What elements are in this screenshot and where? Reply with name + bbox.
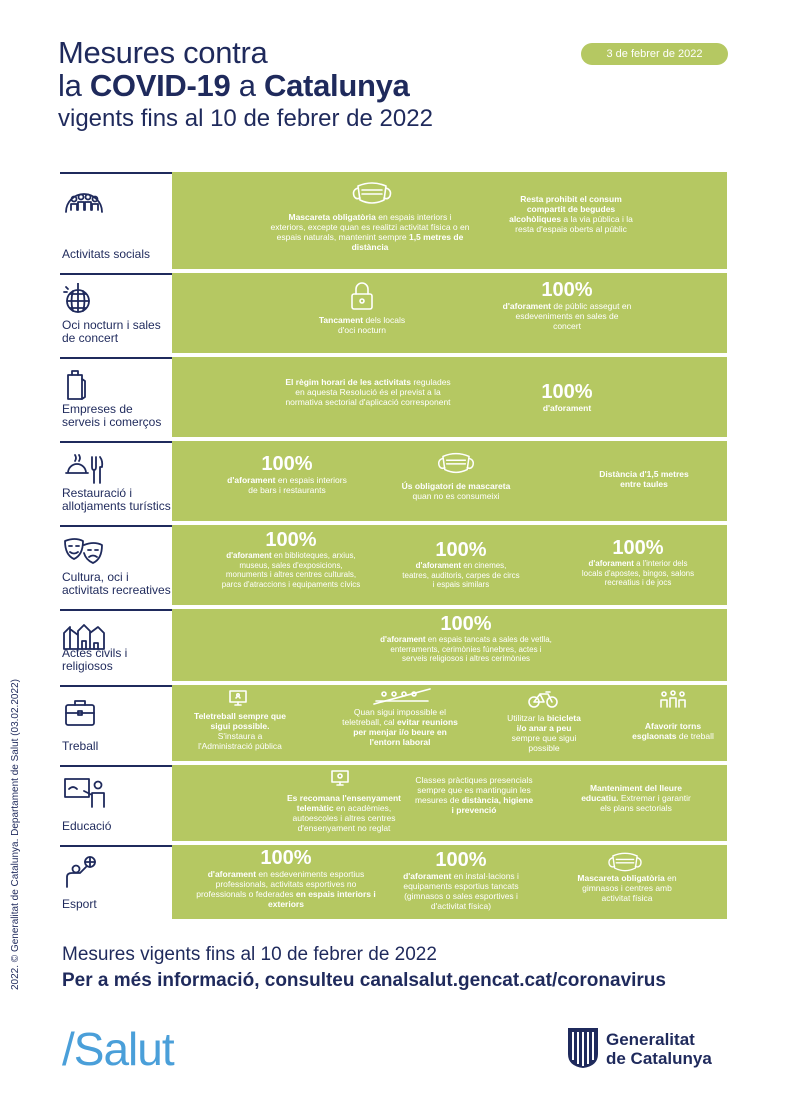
telework-rule: Teletreball sempre que sigui possible. S'instaura a l'Administració pública	[194, 711, 286, 751]
row-label-cell	[60, 441, 172, 521]
generalitat-shield-icon	[566, 1026, 600, 1070]
theatre-masks-icon	[62, 535, 106, 569]
capacity-rule: 100% d'aforament	[541, 381, 593, 413]
row-label: Treball	[62, 739, 99, 753]
row-panel	[172, 609, 727, 681]
shopping-bag-icon	[62, 367, 106, 401]
row-cultura	[60, 525, 727, 605]
title-subtitle: vigents fins al 10 de febrer de 2022	[58, 105, 433, 132]
teacher-board-icon	[62, 775, 106, 809]
capacity-rule-gyms: 100% d'aforament en instal·lacions i equipaments esportius tancats (gimnasos o sales esportives i d'activitat física)	[403, 849, 519, 911]
row-label: Oci nocturn i sales de concert	[62, 318, 161, 345]
leisure-rule: Manteniment del lleure educatiu. Extremar i garantir els plans sectorials	[581, 783, 691, 813]
telematic-rule: Es recomana l'ensenyament telemàtic en acadèmies, autoescoles i altres centres d'ensenyament no reglat	[287, 793, 401, 833]
salut-logo: /Salut	[62, 1023, 174, 1075]
title-line-2	[58, 69, 538, 102]
row-panel	[172, 765, 727, 841]
generalitat-line-2: de Catalunya	[606, 1049, 712, 1068]
mask-rule: Mascareta obligatòria en espais interiors i exteriors, excepte quan es realitzi activitat física o en espais naturals, mantenint sempre 1,5 metres de distància	[270, 212, 470, 252]
row-restauracio	[60, 441, 727, 521]
dish-cutlery-icon	[62, 451, 106, 485]
row-oci-nocturn	[60, 273, 727, 353]
row-label: Actes civils i religiosos	[62, 646, 128, 673]
capacity-rule: 100% d'aforament de públic assegut en esdeveniments en sales de concert	[502, 279, 632, 331]
mask-rule: Mascareta obligatòria en gimnasos i centres amb activitat física	[577, 873, 677, 903]
row-label: Esport	[62, 897, 97, 911]
generalitat-line-1: Generalitat	[606, 1030, 695, 1049]
page-title	[58, 36, 538, 134]
face-mask-icon	[604, 849, 646, 875]
row-empreses	[60, 357, 727, 437]
row-label: Empreses de serveis i comerços	[62, 402, 162, 429]
capacity-rule-bingo: 100% d'aforament a l'interior dels locals d'apostes, bingos, salons recreatius i de jocs	[581, 537, 695, 587]
face-mask-icon	[434, 449, 478, 477]
no-meals-rule: Quan sigui impossible el teletreball, cal evitar reunions per menjar i/o beure en l'entorn laboral	[342, 707, 458, 747]
meeting-table-icon	[372, 687, 432, 705]
capacity-rule-events: 100% d'aforament en esdeveniments esportius professionals, activitats esportives no professionals o federades en espais interiors i exteriors	[196, 847, 376, 909]
row-actes	[60, 609, 727, 681]
row-panel	[172, 172, 727, 269]
row-label: Educació	[62, 819, 112, 833]
practical-classes-rule: Classes pràctiques presencials sempre que es mantinguin les mesures de distància, higiene i prevenció	[414, 775, 534, 815]
row-label-cell	[60, 525, 172, 605]
bike-rule: Utilitzar la bicicleta i/o anar a peu sempre que sigui possible	[507, 713, 581, 753]
row-treball	[60, 685, 727, 761]
disco-ball-icon	[62, 283, 106, 317]
row-educacio	[60, 765, 727, 841]
athlete-ball-icon	[62, 855, 106, 889]
row-panel	[172, 357, 727, 437]
row-label: Restauració i allotjaments turístics	[62, 486, 171, 513]
row-panel	[172, 685, 727, 761]
title-line-1: Mesures contra	[58, 35, 268, 70]
title-prefix: la	[58, 68, 90, 103]
row-label-cell	[60, 685, 172, 761]
mask-rule: Ús obligatori de mascareta quan no es consumeixi	[401, 481, 511, 501]
title-mid: a	[230, 68, 265, 103]
capacity-rule: 100% d'aforament en espais interiors de bars i restaurants	[227, 453, 347, 495]
online-class-icon	[330, 769, 350, 787]
row-label-cell	[60, 357, 172, 437]
face-mask-icon	[350, 178, 394, 208]
distance-rule: Distància d'1,5 metres entre taules	[599, 469, 689, 489]
shifts-rule: Afavorir torns esglaonats de treball	[632, 721, 714, 741]
row-label-cell	[60, 765, 172, 841]
briefcase-icon	[62, 695, 106, 729]
capacity-rule-culture: 100% d'aforament en biblioteques, arxius, museus, sales d'exposicions, monuments i altres centres culturals, parcs d'atraccions i equipaments cívics	[221, 529, 361, 589]
title-covid: COVID-19	[89, 68, 231, 103]
credit-text: 2022. © Generalitat de Catalunya. Departament de Salut (03.02.2022)	[10, 679, 21, 990]
validity-note: Mesures vigents fins al 10 de febrer de 2022	[62, 944, 437, 965]
capacity-rule: 100% d'aforament en espais tancats a sales de vetlla, enterraments, cerimònies fúnebres, actes i serveis religiosos i altres cerimònies	[380, 613, 552, 663]
generalitat-wordmark	[606, 1030, 712, 1068]
row-label-cell	[60, 273, 172, 353]
schedule-rule: El règim horari de les activitats regulades en aquesta Resolució és el previst a la normativa sectorial d'aplicació corresponent	[285, 377, 451, 407]
row-label: Cultura, oci i activitats recreatives	[62, 570, 171, 597]
row-activitats-socials	[60, 172, 727, 269]
alcohol-rule: Resta prohibit el consum compartit de begudes alcohòliques a la via pública i la resta d'espais oberts al públic	[509, 194, 633, 234]
row-esport	[60, 845, 727, 919]
row-label-cell	[60, 609, 172, 681]
more-info-link[interactable]: Per a més informació, consulteu canalsalut.gencat.cat/coronavirus	[62, 970, 666, 991]
people-dome-icon	[62, 182, 106, 216]
staggered-shifts-icon	[658, 689, 688, 711]
row-label-cell	[60, 172, 172, 269]
row-label-cell	[60, 845, 172, 919]
closure-rule: Tancament dels locals d'oci nocturn	[318, 315, 406, 335]
row-label: Activitats socials	[62, 247, 151, 261]
row-panel	[172, 441, 727, 521]
bicycle-icon	[527, 689, 559, 709]
capacity-rule-cinema: 100% d'aforament en cinemes, teatres, auditoris, carpes de circs i espais similars	[402, 539, 520, 589]
date-badge: 3 de febrer de 2022	[581, 43, 728, 65]
padlock-icon	[349, 281, 375, 311]
remote-work-icon	[228, 689, 248, 707]
row-panel	[172, 273, 727, 353]
row-panel	[172, 845, 727, 919]
title-catalunya: Catalunya	[264, 68, 410, 103]
row-panel	[172, 525, 727, 605]
